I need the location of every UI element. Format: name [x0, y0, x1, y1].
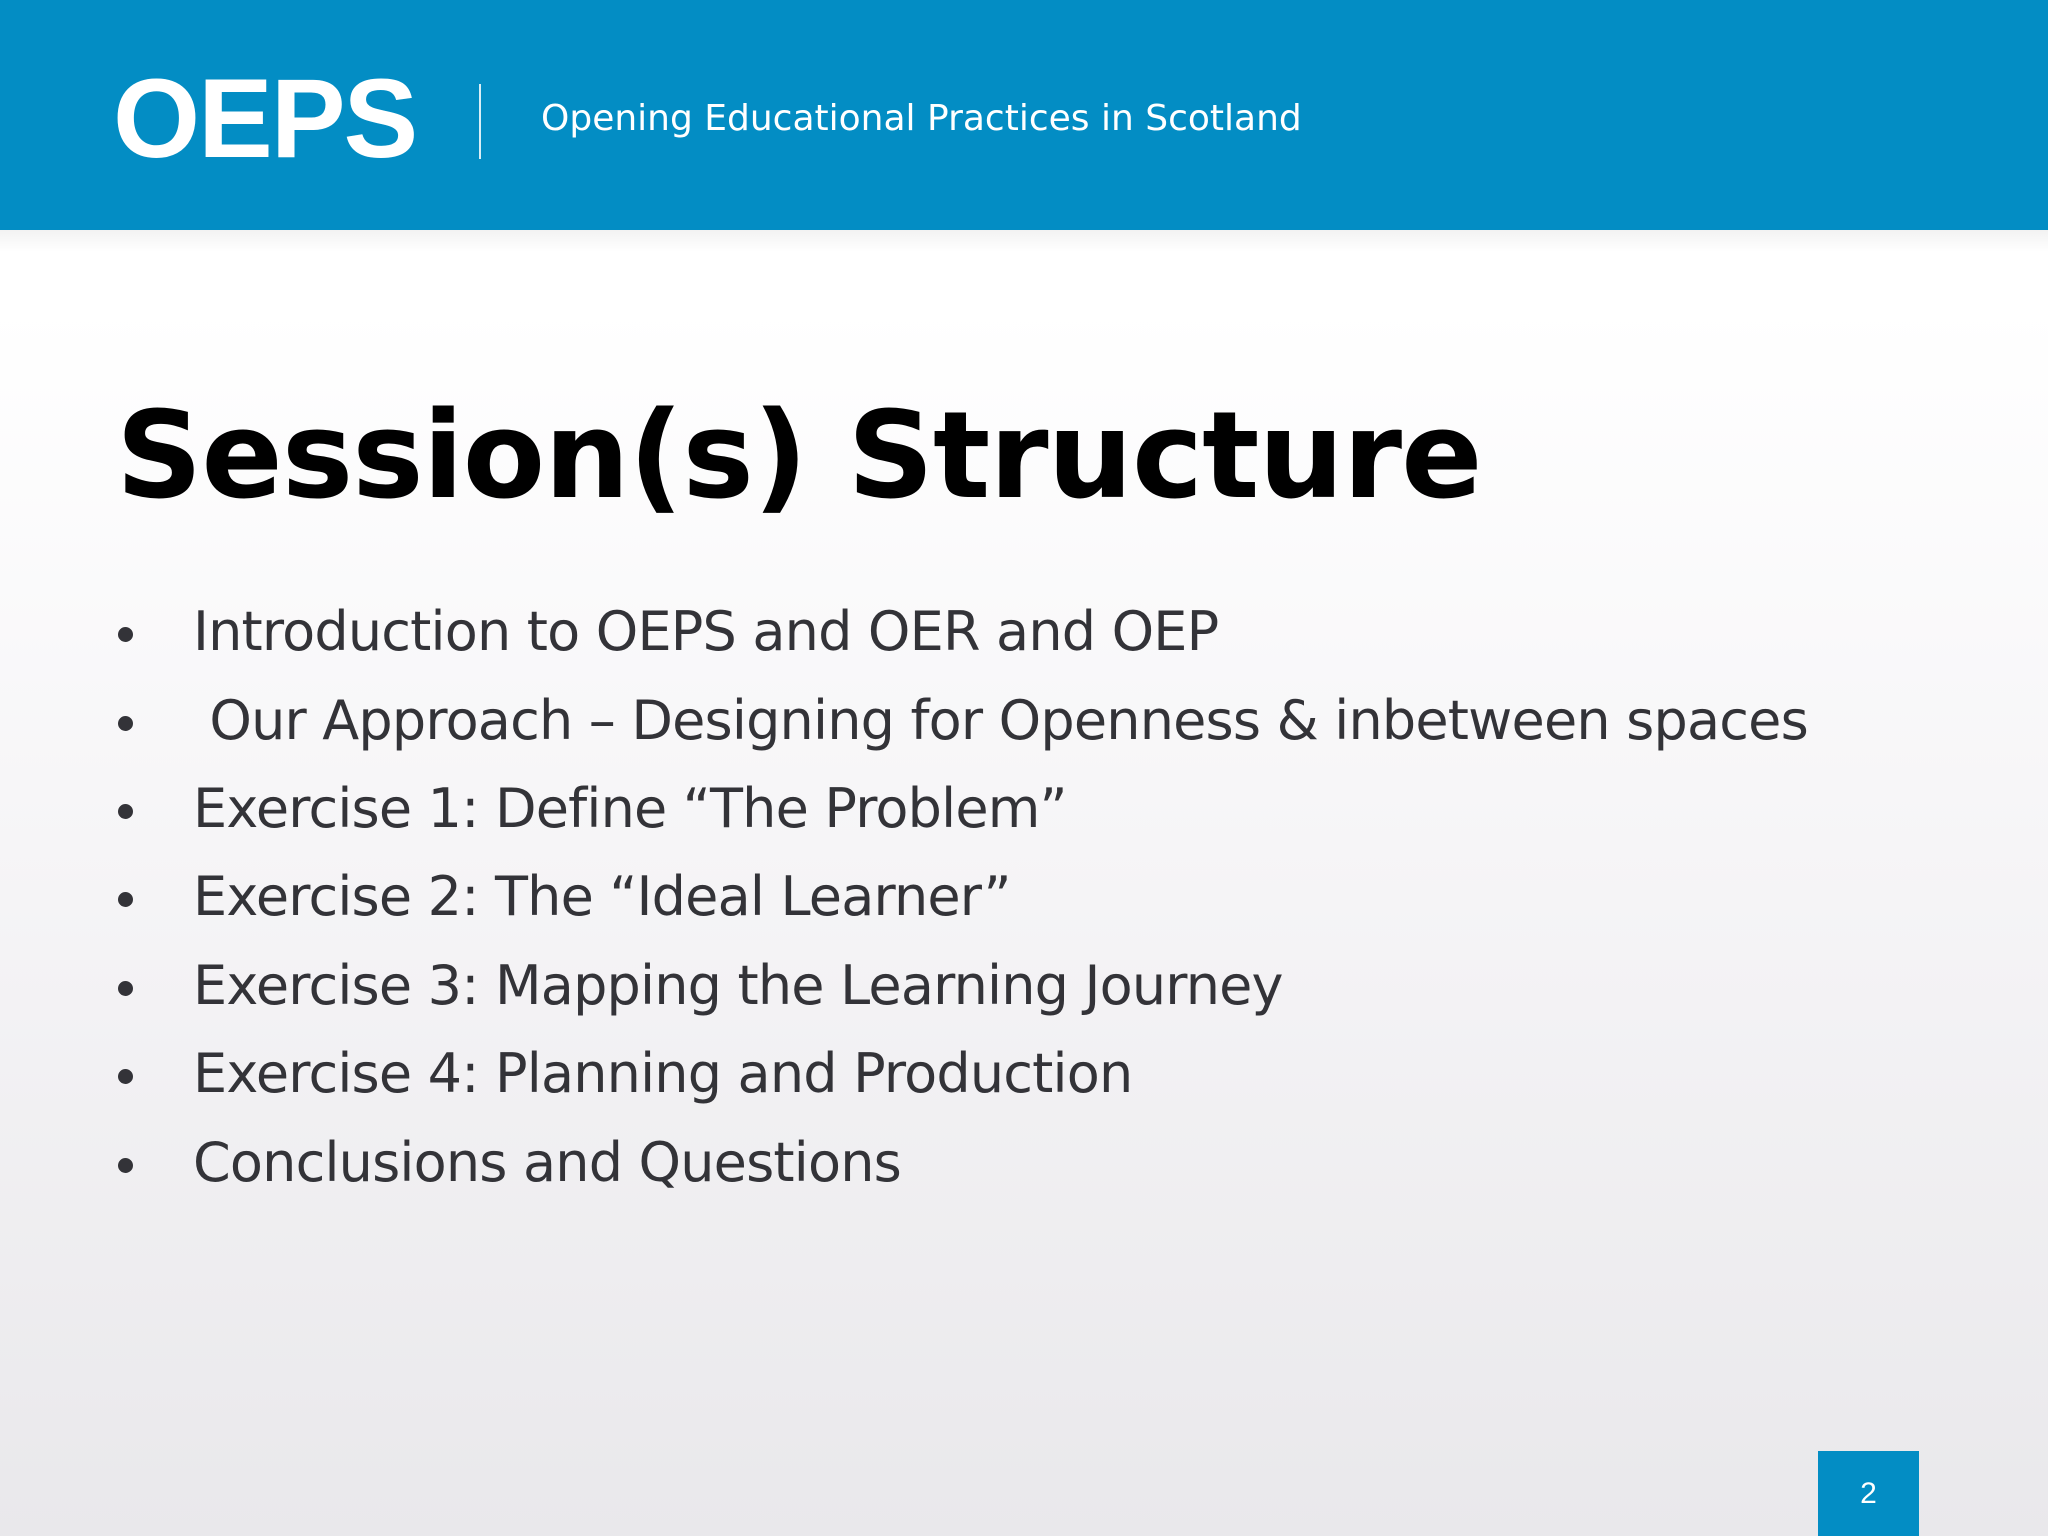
bullet-text: Exercise 1: Define “The Problem” — [193, 777, 1067, 840]
header-divider — [479, 84, 481, 159]
bullet-text: Conclusions and Questions — [193, 1131, 901, 1194]
oeps-logo: OEPS — [113, 56, 417, 181]
header-banner — [0, 0, 2048, 230]
bullet-item — [0, 1034, 2048, 1114]
bullet-item — [0, 1123, 2048, 1203]
bullet-icon — [118, 1069, 133, 1084]
bullet-icon — [118, 1158, 133, 1173]
bullet-item — [0, 946, 2048, 1026]
bullet-item — [0, 769, 2048, 849]
bullet-icon — [118, 716, 133, 731]
page-number-badge — [1818, 1451, 1919, 1536]
bullet-icon — [118, 892, 133, 907]
bullet-item — [0, 857, 2048, 937]
bullet-text: Introduction to OEPS and OER and OEP — [193, 600, 1219, 663]
bullet-text: Exercise 4: Planning and Production — [193, 1042, 1133, 1105]
bullet-item — [0, 592, 2048, 672]
bullet-item — [0, 681, 2048, 761]
page-number: 2 — [1860, 1477, 1877, 1510]
bullet-icon — [118, 804, 133, 819]
header-shadow — [0, 230, 2048, 252]
bullet-text: Exercise 3: Mapping the Learning Journey — [193, 954, 1283, 1017]
header-tagline: Opening Educational Practices in Scotland — [541, 98, 1302, 139]
bullet-icon — [118, 981, 133, 996]
slide-title: Session(s) Structure — [116, 387, 1482, 526]
bullet-icon — [118, 627, 133, 642]
bullet-text: Exercise 2: The “Ideal Learner” — [193, 865, 1011, 928]
bullet-text: Our Approach – Designing for Openness & inbetween spaces — [193, 689, 1808, 752]
